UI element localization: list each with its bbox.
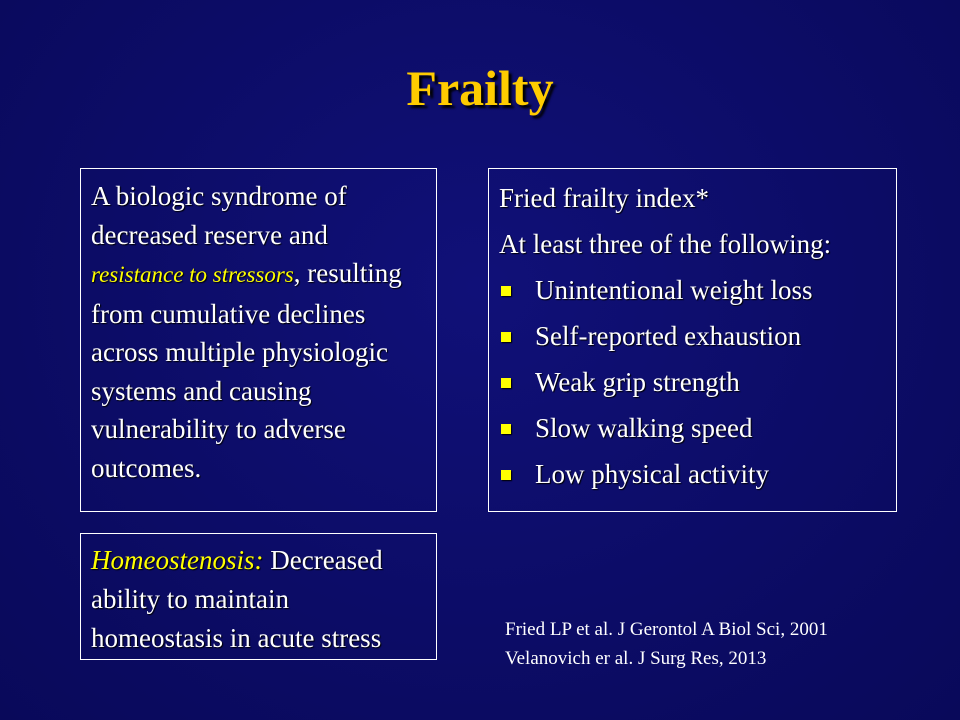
list-item-label: Weak grip strength — [535, 367, 740, 397]
list-item — [499, 313, 886, 359]
list-item-label: Self-reported exhaustion — [535, 321, 802, 351]
definition-highlight: resistance to stressors — [91, 262, 294, 287]
fried-heading: Fried frailty index* — [499, 183, 709, 213]
square-bullet-icon — [501, 286, 511, 296]
definition-box — [80, 168, 437, 512]
homeostenosis-definition: Decreased ability to maintain homeostasis in acute stress — [91, 545, 383, 653]
square-bullet-icon — [501, 424, 511, 434]
list-item-label: Low physical activity — [535, 459, 769, 489]
reference-item: Fried LP et al. J Gerontol A Biol Sci, 2001 — [505, 619, 828, 640]
square-bullet-icon — [501, 332, 511, 342]
list-item-label: Slow walking speed — [535, 413, 753, 443]
list-item — [499, 267, 886, 313]
fried-criteria-list — [499, 267, 886, 497]
definition-text-end: , resulting from cumulative declines across multiple physiologic systems and causing vulnerability to adverse outcomes. — [91, 258, 402, 483]
definition-text-start: A biologic syndrome of decreased reserve and — [91, 181, 347, 250]
square-bullet-icon — [501, 470, 511, 480]
fried-frailty-box — [488, 168, 897, 512]
list-item — [499, 451, 886, 497]
slide-title: Frailty — [406, 60, 554, 116]
list-item-label: Unintentional weight loss — [535, 275, 813, 305]
list-item — [499, 405, 886, 451]
references — [505, 615, 828, 673]
list-item — [499, 359, 886, 405]
homeostenosis-box — [80, 533, 437, 660]
homeostenosis-term: Homeostenosis: — [91, 545, 264, 575]
fried-intro: At least three of the following: — [499, 229, 832, 259]
reference-item: Velanovich er al. J Surg Res, 2013 — [505, 648, 767, 669]
square-bullet-icon — [501, 378, 511, 388]
